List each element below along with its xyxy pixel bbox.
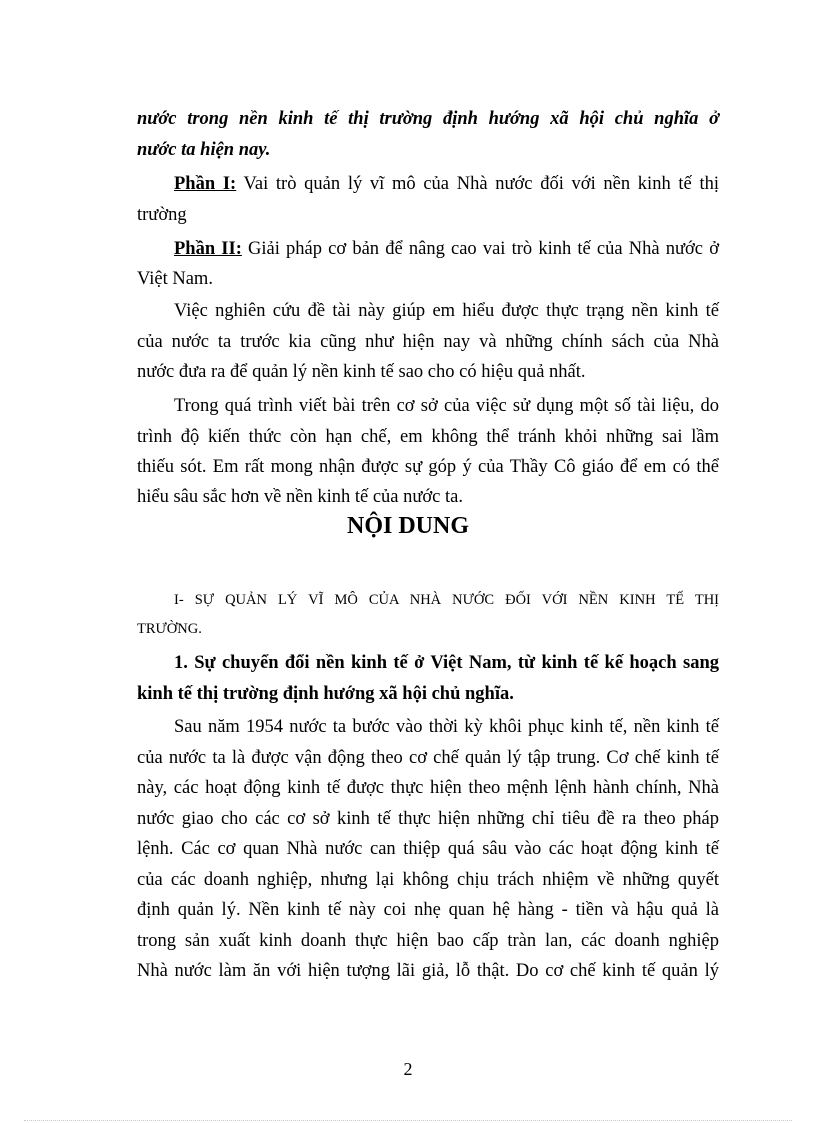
page-number: 2	[403, 1059, 413, 1079]
paragraph-3-line-6: của các doanh nghiệp, nhưng lại không chịu trách nhiệm về những quyết	[137, 870, 719, 890]
paragraph-2-line-3: thiếu sót. Em rất mong nhận được sự góp ý của Thầy Cô giáo để em có thể	[137, 457, 719, 477]
part-1-text: Vai trò quản lý vĩ mô của Nhà nước đối với nền kinh tế thị	[236, 174, 719, 194]
subsection-1-title-line-1: 1. Sự chuyển đổi nền kinh tế ở Việt Nam, từ kinh tế kế hoạch sang	[174, 653, 719, 673]
paragraph-2-line-4: hiểu sâu sắc hơn về nền kinh tế của nước ta.	[137, 487, 463, 507]
part-2-label: Phần II:	[174, 239, 242, 259]
part-2-line-2: Việt Nam.	[137, 269, 213, 289]
part-2-line-1	[174, 237, 719, 261]
footer-divider	[24, 1120, 792, 1121]
paragraph-3-line-1: Sau năm 1954 nước ta bước vào thời kỳ khôi phục kinh tế, nền kinh tế	[174, 717, 719, 737]
paragraph-2-line-2: trình độ kiến thức còn hạn chế, em không thể tránh khỏi những sai lầm	[137, 427, 719, 447]
intro-line-1: nước trong nền kinh tế thị trường định hướng xã hội chủ nghĩa ở	[137, 109, 719, 129]
part-1-line-2: trường	[137, 205, 187, 225]
paragraph-3-line-8: trong sản xuất kinh doanh thực hiện bao cấp tràn lan, các doanh nghiệp	[137, 931, 719, 951]
paragraph-3-line-4: nước giao cho các cơ sở kinh tế thực hiện những chỉ tiêu đề ra theo pháp	[137, 809, 719, 829]
part-1-label: Phần I:	[174, 174, 237, 194]
paragraph-1-line-1: Việc nghiên cứu đề tài này giúp em hiểu được thực trạng nền kinh tế	[174, 301, 719, 321]
section-1-title-line-1: I- SỰ QUẢN LÝ VĨ MÔ CỦA NHÀ NƯỚC ĐỐI VỚI NỀN KINH TẾ THỊ	[174, 592, 719, 608]
paragraph-2-line-1: Trong quá trình viết bài trên cơ sở của việc sử dụng một số tài liệu, do	[174, 396, 719, 416]
paragraph-3-line-2: của nước ta là được vận động theo cơ chế quản lý tập trung. Cơ chế kinh tế	[137, 748, 719, 768]
subsection-1-title-line-2: kinh tế thị trường định hướng xã hội chủ nghĩa.	[137, 684, 514, 704]
section-1-title-line-2: TRƯỜNG.	[137, 621, 202, 637]
part-2-text: Giải pháp cơ bản để nâng cao vai trò kinh tế của Nhà nước ở	[241, 239, 719, 259]
part-1-line-1	[174, 172, 719, 196]
paragraph-1-line-2: của nước ta trước kia cũng như hiện nay và những chính sách của Nhà	[137, 332, 719, 352]
intro-line-2: nước ta hiện nay.	[137, 140, 271, 160]
paragraph-3-line-3: này, các hoạt động kinh tế được thực hiện theo mệnh lệnh hành chính, Nhà	[137, 778, 719, 798]
paragraph-3-line-9: Nhà nước làm ăn với hiện tượng lãi giả, lỗ thật. Do cơ chế kinh tế quản lý	[137, 961, 719, 981]
paragraph-1-line-3: nước đưa ra để quản lý nền kinh tế sao cho có hiệu quả nhất.	[137, 362, 586, 382]
paragraph-3-line-7: định quản lý. Nền kinh tế này coi nhẹ quan hệ hàng - tiền và hậu quả là	[137, 900, 719, 920]
paragraph-3-line-5: lệnh. Các cơ quan Nhà nước can thiệp quá sâu vào các hoạt động kinh tế	[137, 839, 719, 859]
section-heading: NỘI DUNG	[346, 513, 469, 539]
